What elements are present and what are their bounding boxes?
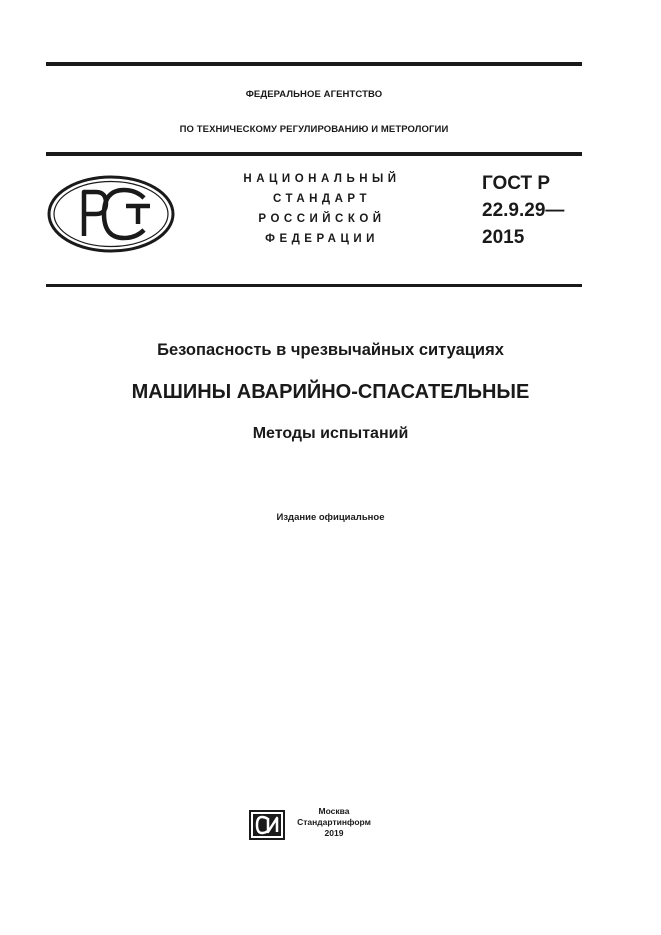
designation-line-2: 22.9.29— bbox=[482, 200, 565, 221]
standard-type-line-4: ФЕДЕРАЦИИ bbox=[265, 233, 379, 245]
publisher-name: Стандартинформ bbox=[297, 817, 371, 827]
standartinform-logo-icon bbox=[249, 810, 285, 840]
top-rule bbox=[46, 62, 582, 66]
designation-line-3: 2015 bbox=[482, 227, 525, 248]
standard-type-line-2: СТАНДАРТ bbox=[273, 193, 371, 205]
rst-logo-text: РСТ bbox=[46, 174, 48, 175]
designation-line-1: ГОСТ Р bbox=[482, 173, 551, 194]
publisher-info bbox=[292, 806, 376, 839]
middle-rule bbox=[46, 152, 582, 156]
standard-designation bbox=[482, 170, 564, 251]
agency-name-line-1: ФЕДЕРАЛЬНОЕ АГЕНТСТВО bbox=[245, 89, 383, 100]
publisher-city: Москва bbox=[318, 806, 350, 816]
standard-type-line-1: НАЦИОНАЛЬНЫЙ bbox=[243, 173, 401, 185]
bottom-rule bbox=[46, 284, 582, 287]
document-main-title: МАШИНЫ АВАРИЙНО-СПАСАТЕЛЬНЫЕ bbox=[131, 381, 530, 403]
document-area-title: Безопасность в чрезвычайных ситуациях bbox=[157, 341, 504, 359]
publication-year: 2019 bbox=[324, 828, 344, 838]
agency-name-line-2: ПО ТЕХНИЧЕСКОМУ РЕГУЛИРОВАНИЮ И МЕТРОЛОГИИ bbox=[179, 124, 449, 135]
edition-label: Издание официальное bbox=[276, 512, 385, 523]
rst-certification-mark-icon bbox=[46, 174, 176, 254]
document-subtitle: Методы испытаний bbox=[252, 425, 409, 442]
standard-type-line-3: РОССИЙСКОЙ bbox=[258, 213, 386, 225]
